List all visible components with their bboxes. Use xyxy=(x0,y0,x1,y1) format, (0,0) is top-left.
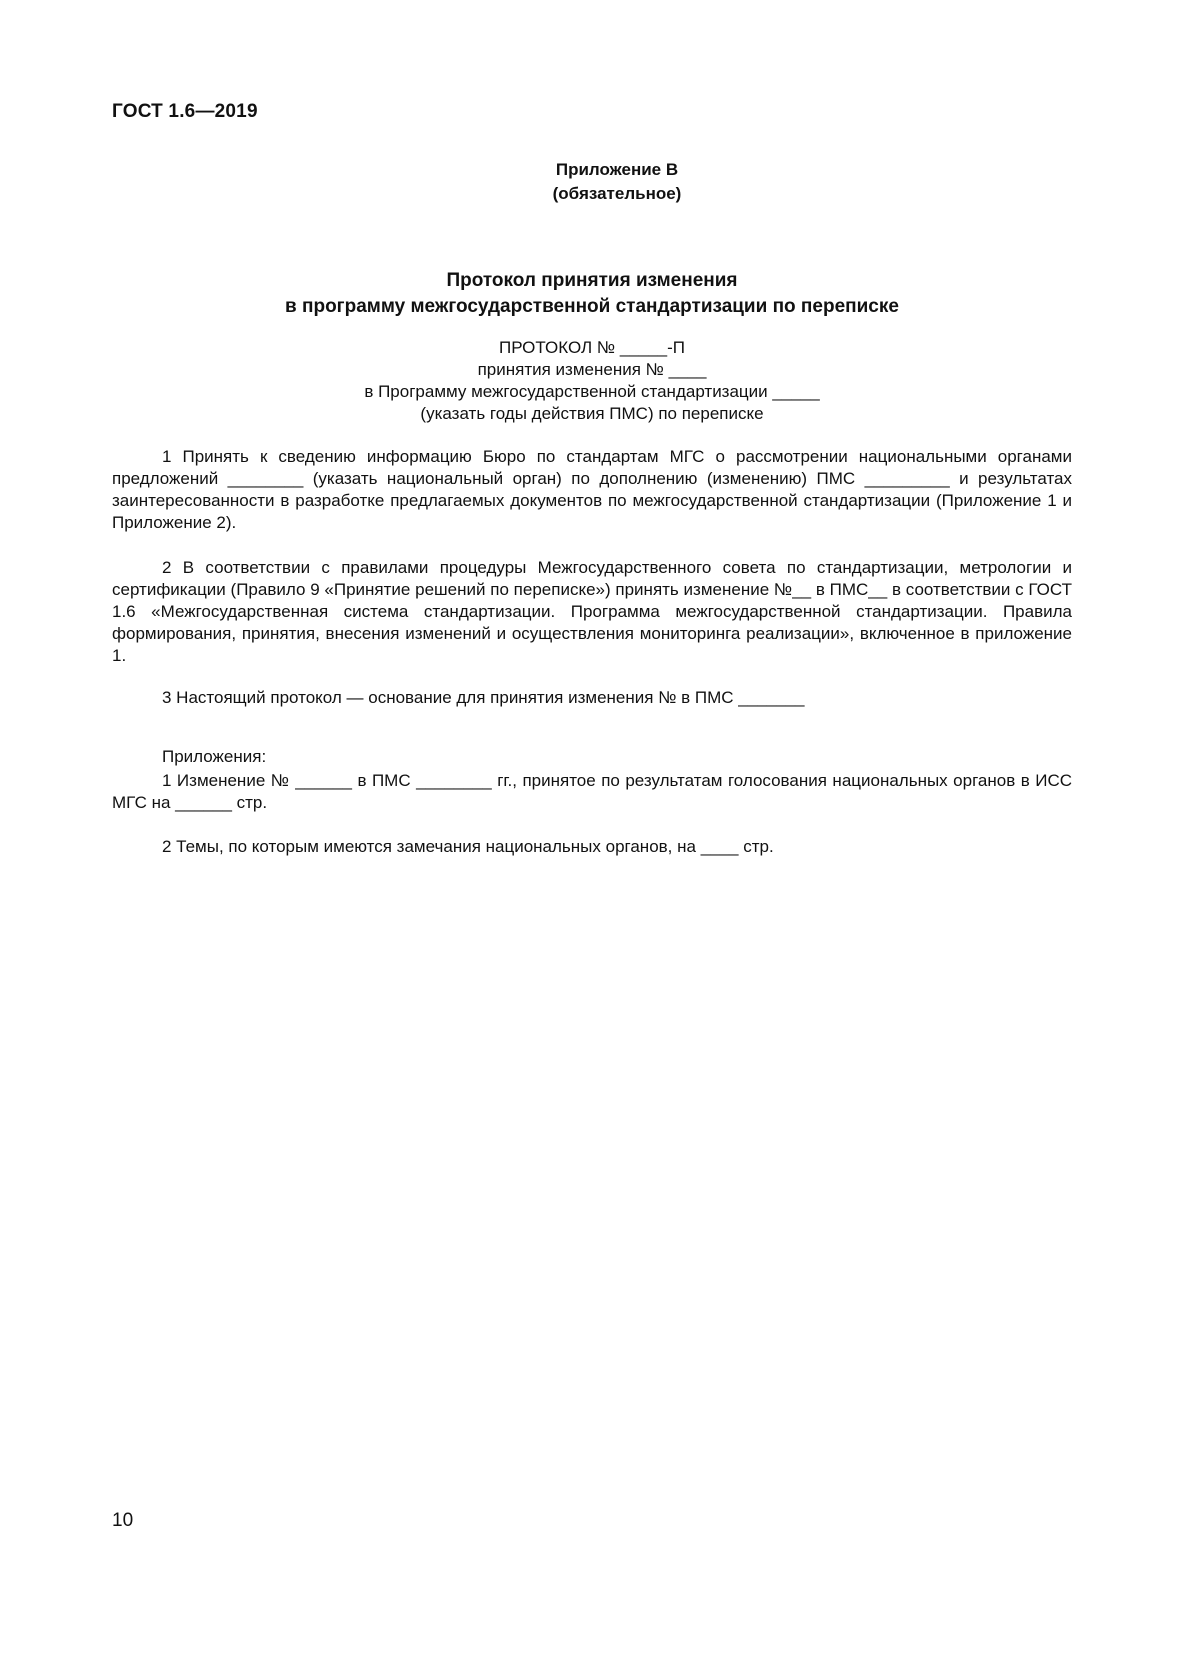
annex-title: Приложение В xyxy=(555,160,679,179)
paragraph-3-text: 3 Настоящий протокол — основание для принятия изменения № в ПМС _______ xyxy=(162,688,805,707)
protocol-line3: в Программу межгосударственной стандартизации _____ xyxy=(364,382,820,401)
annex-heading xyxy=(0,158,1184,206)
annex-status: (обязательное) xyxy=(552,184,682,203)
document-title xyxy=(112,268,1072,320)
standard-code: ГОСТ 1.6—2019 xyxy=(112,101,258,122)
paragraph-3 xyxy=(112,687,1072,709)
paragraph-2-text: 2 В соответствии с правилами процедуры Межгосударственного совета по стандартизации, метрологии и сертификации (Правило 9 «Принятие решений по переписке») принять изменение №__ в ПМС__ в соответствии с ГОСТ 1.6 «Межгосударственная система стандартизации. Программа межгосударственной стандартизации. Правила формирования, принятия, внесения изменений и осуществления мониторинга реализации», включенное в приложение 1. xyxy=(112,558,1072,665)
paragraph-1-text: 1 Принять к сведению информацию Бюро по стандартам МГС о рассмотрении национальными органами предложений ________ (указать национальный орган) по дополнению (изменению) ПМС _________ и результатах заинтересованности в разработке предлагаемых документов по межгосударственной стандартизации (Приложение 1 и Приложение 2). xyxy=(112,447,1072,532)
protocol-heading xyxy=(112,337,1072,425)
protocol-line4: (указать годы действия ПМС) по переписке xyxy=(420,404,764,423)
paragraph-1 xyxy=(112,446,1072,534)
appendices-heading xyxy=(112,746,1072,768)
appendix-item-2 xyxy=(112,836,1072,858)
appendix-item-1 xyxy=(112,770,1072,814)
document-title-line2: в программу межгосударственной стандартизации по переписке xyxy=(285,296,899,317)
page-number: 10 xyxy=(112,1510,134,1531)
appendix-item-1-text: 1 Изменение № ______ в ПМС ________ гг., принятое по результатам голосования национальных органов в ИСС МГС на ______ стр. xyxy=(112,771,1072,812)
protocol-line1: ПРОТОКОЛ № _____-П xyxy=(499,338,685,357)
protocol-line2: принятия изменения № ____ xyxy=(477,360,707,379)
appendices-heading-text: Приложения: xyxy=(162,747,267,766)
document-title-line1: Протокол принятия изменения xyxy=(446,270,738,291)
appendix-item-2-text: 2 Темы, по которым имеются замечания национальных органов, на ____ стр. xyxy=(162,837,774,856)
paragraph-2 xyxy=(112,557,1072,667)
